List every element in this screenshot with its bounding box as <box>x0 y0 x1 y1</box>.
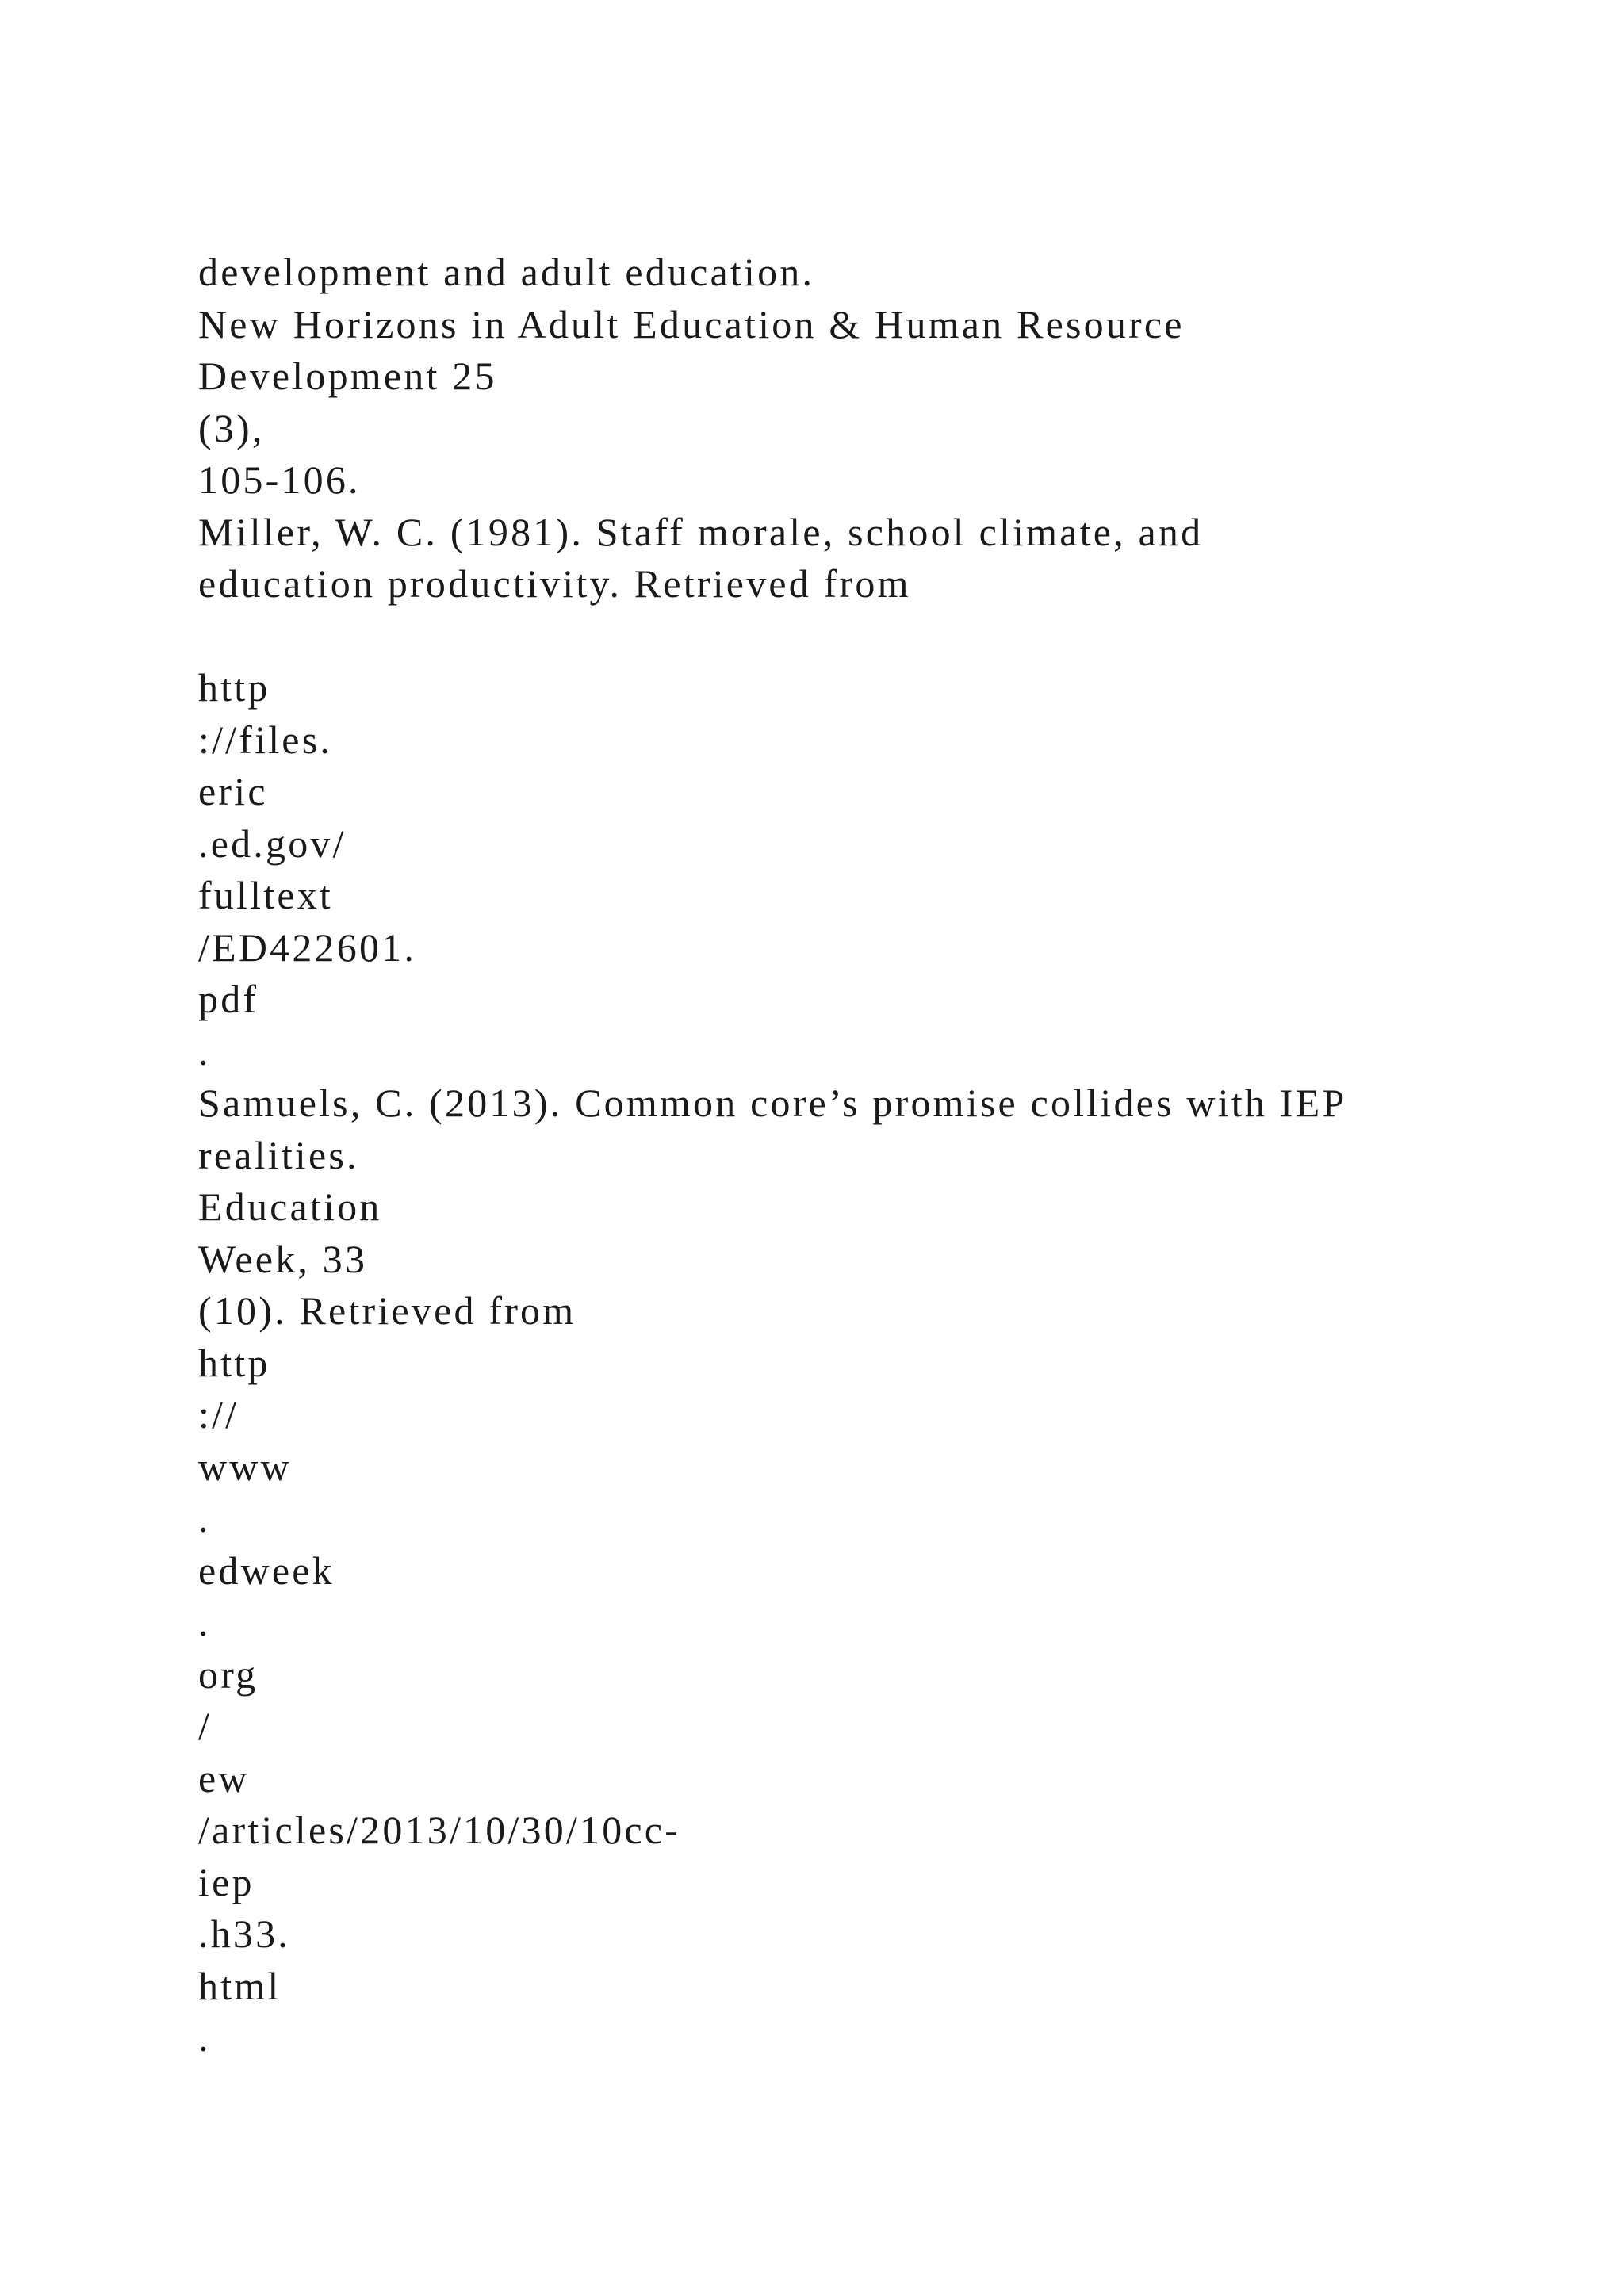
blank-line <box>198 610 1546 663</box>
text-line-6: Miller, W. C. (1981). Staff morale, school climate, and <box>198 509 1204 554</box>
text-line-30: ew <box>198 1755 250 1800</box>
text-line-31: /articles/2013/10/30/10cc- <box>198 1808 681 1852</box>
text-line-14: /ED422601. <box>198 924 417 970</box>
text-line-18: realities. <box>198 1132 359 1177</box>
text-line-28: org <box>198 1651 259 1697</box>
text-line-24: www <box>198 1444 292 1489</box>
text-line-23: :// <box>198 1392 239 1437</box>
text-line-17: Samuels, C. (2013). Common core’s promise collides with IEP <box>198 1081 1347 1125</box>
text-line-16: . <box>198 1028 211 1073</box>
text-line-29: / <box>198 1704 213 1748</box>
text-line-20: Week, 33 <box>198 1236 368 1281</box>
references-text <box>198 247 1546 2064</box>
text-line-32: iep <box>198 1859 255 1904</box>
text-line-9: http <box>198 665 270 710</box>
text-line-2: New Horizons in Adult Education & Human Resource <box>198 301 1185 346</box>
text-line-35: . <box>198 2015 211 2060</box>
text-line-10: ://files. <box>198 717 333 762</box>
text-line-4: (3), <box>198 405 265 450</box>
text-line-25: . <box>198 1496 211 1540</box>
text-line-5: 105-106. <box>198 457 361 502</box>
text-line-13: fulltext <box>198 873 334 917</box>
text-line-34: html <box>198 1963 282 2008</box>
text-line-11: eric <box>198 769 268 813</box>
text-line-1: development and adult education. <box>198 250 815 294</box>
text-line-15: pdf <box>198 977 259 1021</box>
text-line-3: Development 25 <box>198 354 497 398</box>
text-line-33: .h33. <box>198 1911 290 1956</box>
text-line-26: edweek <box>198 1548 335 1593</box>
text-line-21: (10). Retrieved from <box>198 1288 576 1333</box>
text-line-12: .ed.gov/ <box>198 821 347 866</box>
text-line-7: education productivity. Retrieved from <box>198 561 911 606</box>
text-line-27: . <box>198 1600 211 1644</box>
text-line-19: Education <box>198 1184 382 1229</box>
text-line-22: http <box>198 1340 270 1385</box>
